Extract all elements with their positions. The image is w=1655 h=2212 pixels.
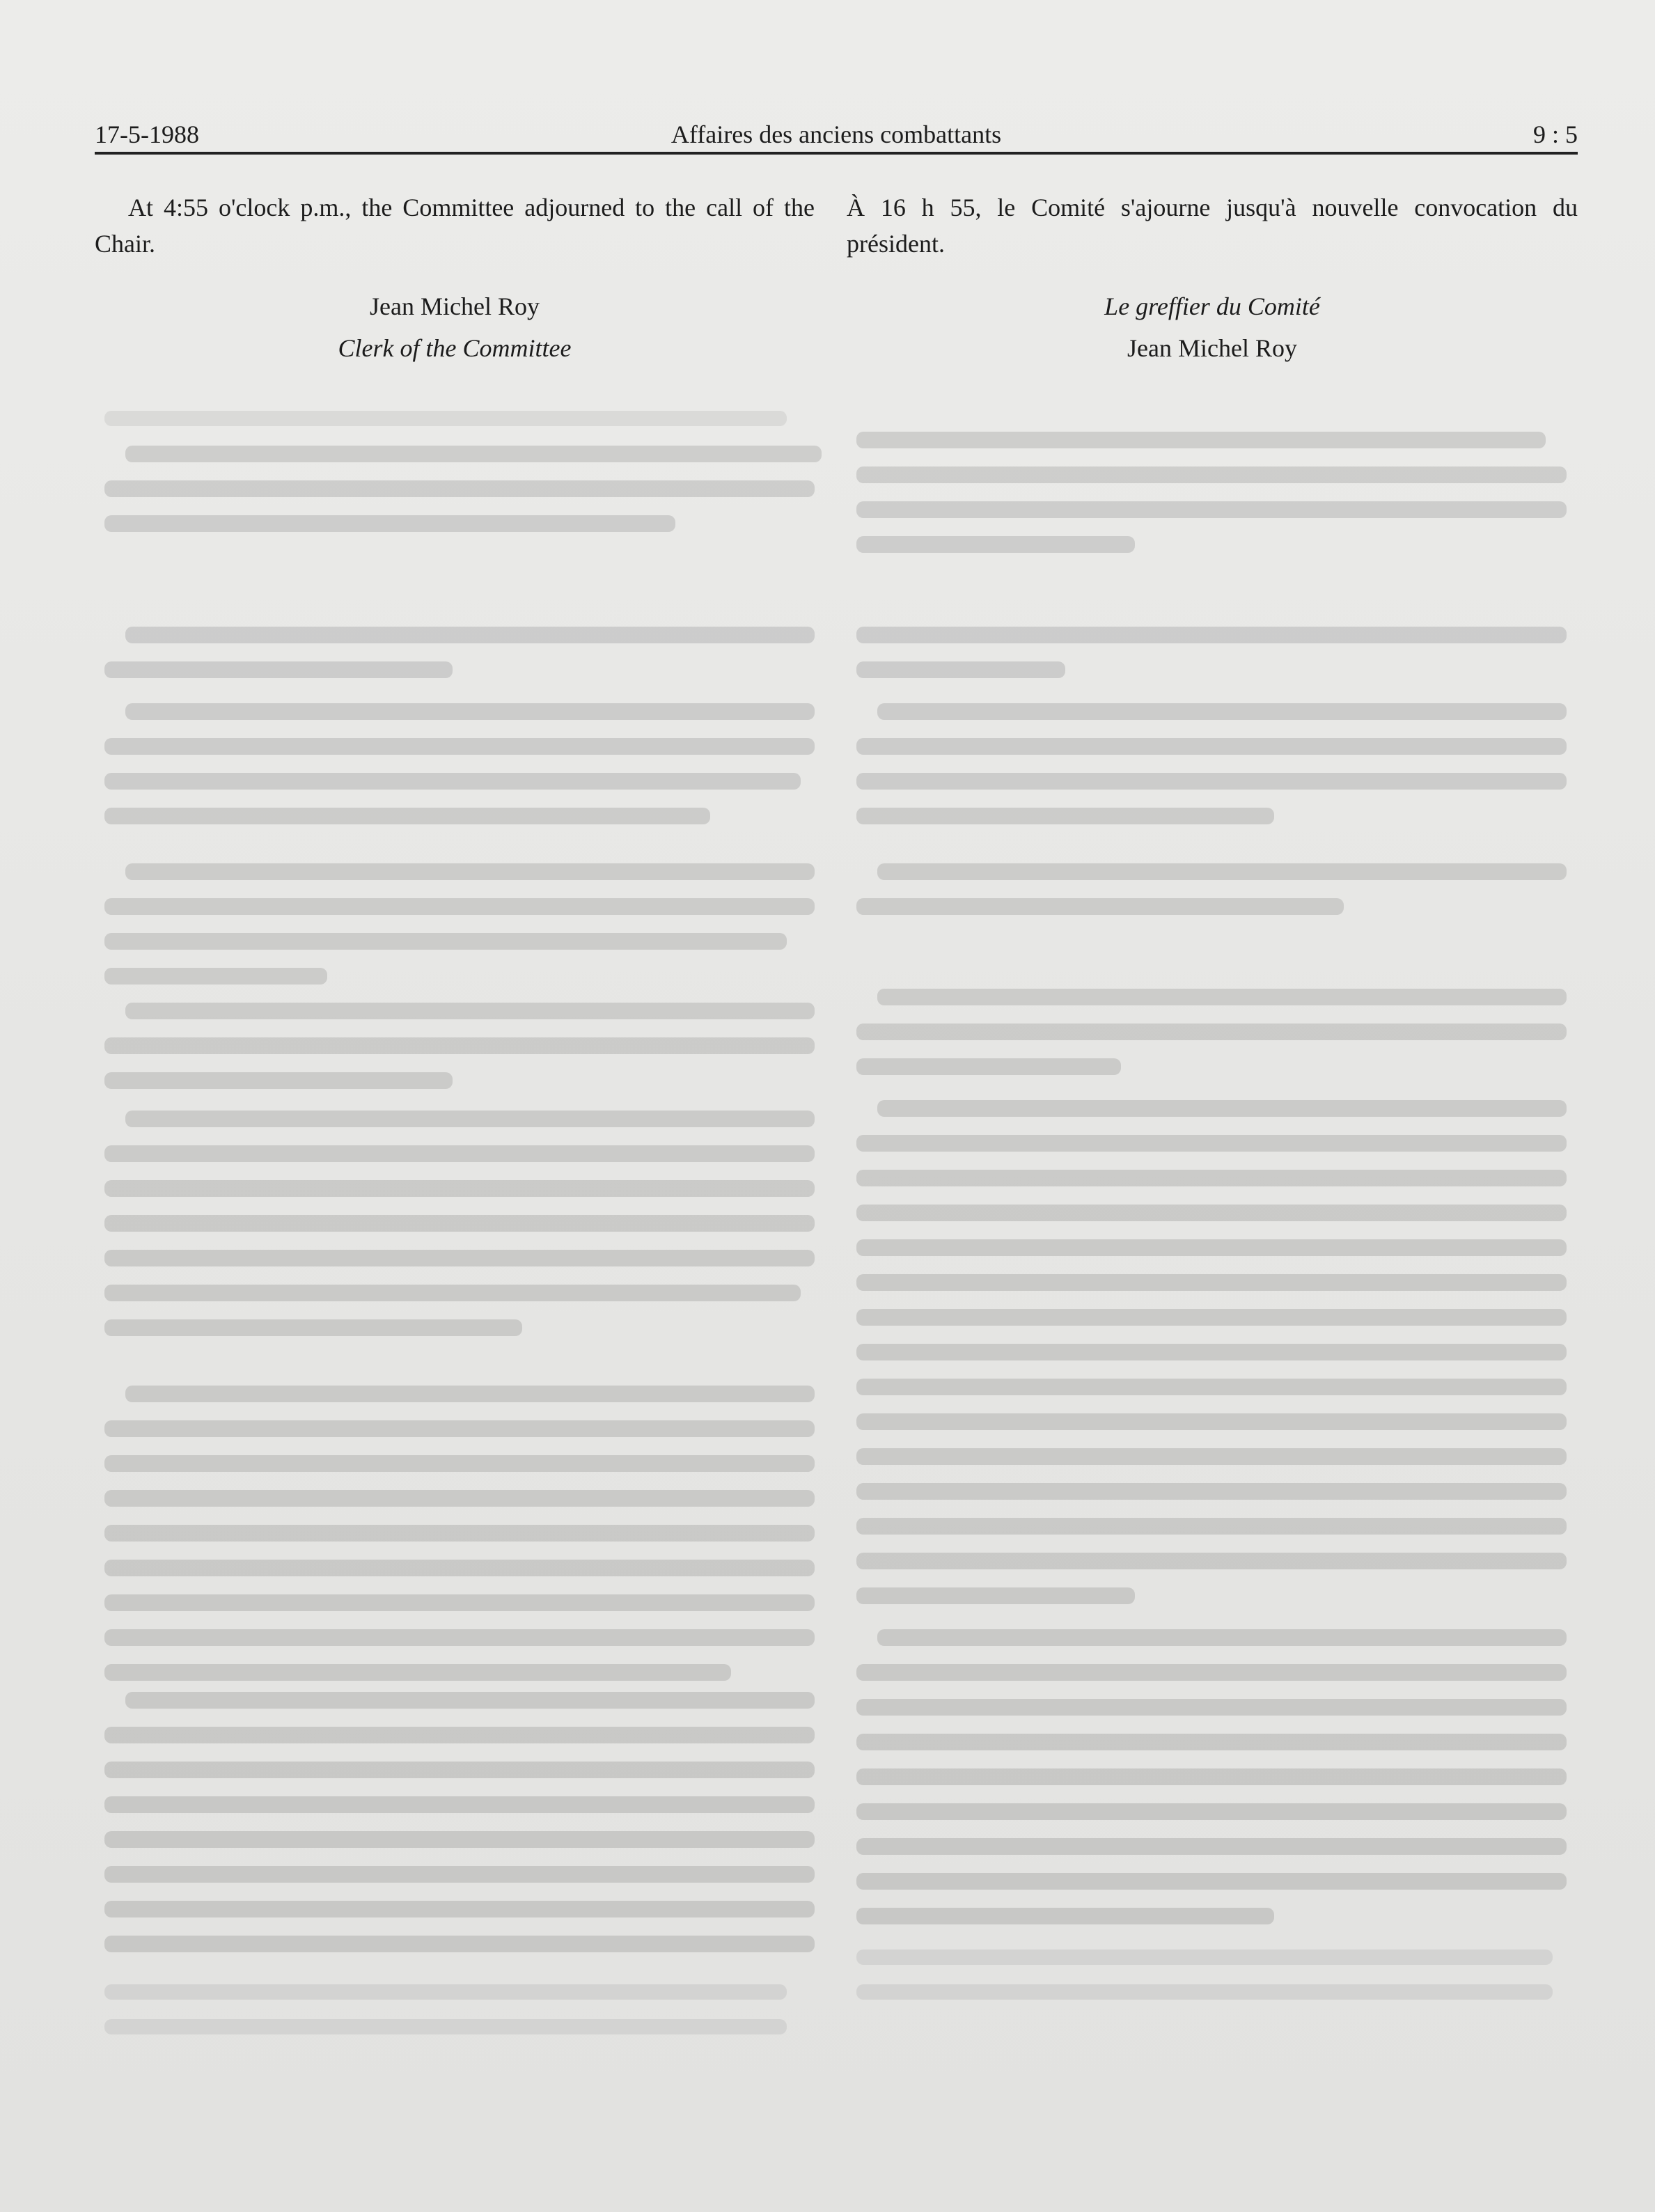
header-title: Affaires des anciens combattants	[670, 120, 1002, 148]
adjournment-paragraph-en: At 4:55 o'clock p.m., the Committee adjourned to the call of the Chair.	[95, 194, 815, 258]
header-date: 17-5-1988	[95, 120, 199, 148]
english-column	[95, 189, 815, 369]
signature-title-fr: Le greffier du Comité	[1104, 292, 1320, 320]
signature-name-en: Jean Michel Roy	[370, 292, 540, 320]
signature-title-en: Clerk of the Committee	[338, 334, 572, 362]
header-page-number: 9 : 5	[1532, 120, 1578, 148]
signature-block-fr	[847, 285, 1578, 369]
signature-name-fr: Jean Michel Roy	[1127, 334, 1297, 362]
french-column	[847, 189, 1578, 369]
signature-block-en	[95, 285, 815, 369]
adjournment-paragraph-fr: À 16 h 55, le Comité s'ajourne jusqu'à nouvelle convocation du président.	[847, 194, 1578, 258]
running-header	[95, 120, 1578, 155]
header-rule	[95, 152, 1578, 155]
